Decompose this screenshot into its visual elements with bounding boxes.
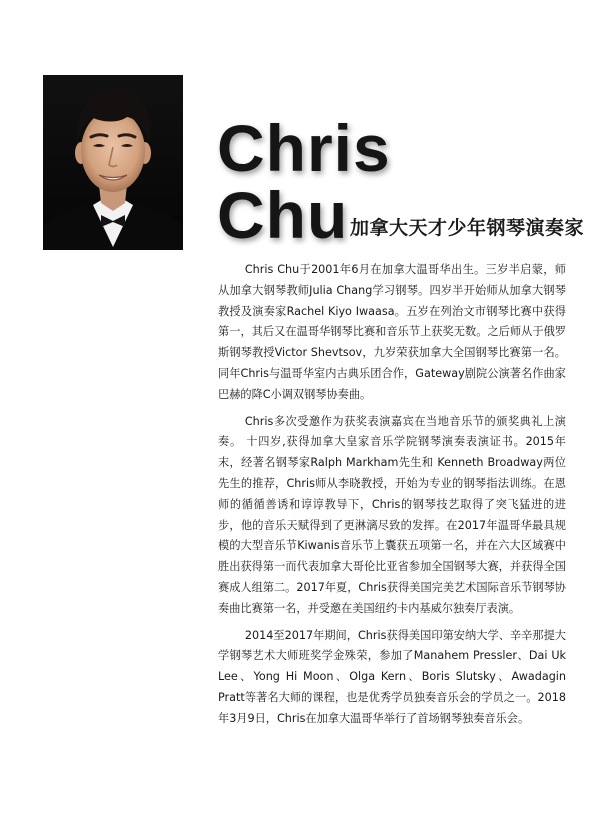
subtitle: 加拿大天才少年钢琴演奏家: [350, 217, 585, 239]
biography-paragraph-3: 2014至2017年期间，Chris获得美国印第安纳大学、辛辛那提大学钢琴艺术大师班奖学金殊荣，参加了Manahem Pressler、Dai Uk Lee、Yong Hi Moon、Olga Kern、Boris Slutsky、Awadagin Pratt等著名大师的课程，也是优秀学员独奏音乐会的学员之一。2018年3月9日，Chris在加拿大温哥华举行了首场钢琴独奏音乐会。: [218, 628, 566, 725]
last-name-heading: Chu: [217, 178, 349, 252]
biography-paragraph-2: Chris多次受邀作为获奖表演嘉宾在当地音乐节的颁奖典礼上演奏。 十四岁,获得加拿大皇家音乐学院钢琴演奏表演证书。2015年末，经著名钢琴家Ralph Markham先生和 Kenneth Broadway两位先生的推荐，Chris师从李晓教授，开始为专业的钢琴指法训练。在恩师的循循善诱和谆谆教导下，Chris的钢琴技艺取得了突飞猛进的进步，他的音乐天赋得到了更淋漓尽致的发挥。在2017年温哥华最具规模的大型音乐节Kiwanis音乐节上囊获五项第一名，并在六大区域赛中胜出获得第一而代表加拿大哥伦比亚省参加全国钢琴大赛，并获得全国赛成人组第二。2017年夏，Chris获得美国完美艺术国际音乐节钢琴协奏曲比赛第一名，并受邀在美国纽约卡内基威尔独奏厅表演。: [218, 414, 566, 615]
portrait-photo: [43, 75, 183, 250]
biography-text: [218, 260, 566, 736]
first-name-heading: Chris: [217, 111, 391, 185]
biography-paragraph-1: Chris Chu于2001年6月在加拿大温哥华出生。三岁半启蒙，师从加拿大钢琴教师Julia Chang学习钢琴。四岁半开始师从加拿大钢琴教授及演奏家Rachel Kiyo Iwaasa。五岁在列治文市钢琴比赛中获得第一，其后又在温哥华钢琴比赛和音乐节上获奖无数。之后师从于俄罗斯钢琴教授Victor Shevtsov，九岁荣获加拿大全国钢琴比赛第一名。同年Chris与温哥华室内古典乐团合作，Gateway剧院公演著名作曲家巴赫的降C小调双钢琴协奏曲。: [218, 263, 566, 401]
